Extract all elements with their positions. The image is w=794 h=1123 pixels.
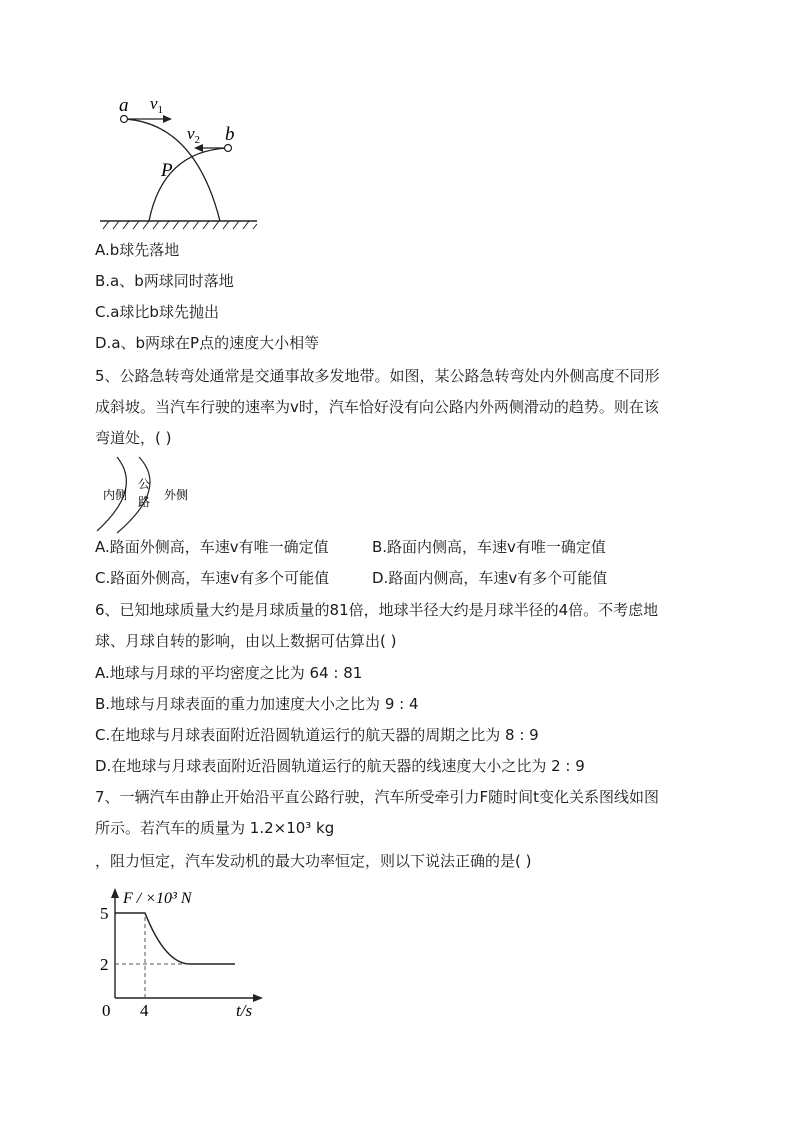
origin-label: 0: [102, 1001, 111, 1020]
q4-option-d: D.a、b两球在P点的速度大小相等: [95, 334, 320, 352]
q6-option-b: B.地球与月球表面的重力加速度大小之比为 9 : 4: [95, 695, 419, 713]
q6-stem-line-1: 6、已知地球质量大约是月球质量的81倍，地球半径大约是月球半径的4倍。不考虑地: [95, 601, 659, 619]
q4-option-a: A.b球先落地: [95, 241, 180, 259]
q5-option-d: D.路面内侧高，车速v有多个可能值: [372, 569, 608, 587]
road-curve-figure: [95, 455, 215, 535]
q6-option-a: A.地球与月球的平均密度之比为 64 : 81: [95, 664, 363, 682]
label-a: a: [119, 95, 129, 116]
ball-b: [225, 145, 232, 152]
label-v1: $v_1$: [150, 95, 164, 116]
y-axis-arrowhead: [111, 888, 119, 898]
q6-option-d: D.在地球与月球表面附近沿圆轨道运行的航天器的线速度大小之比为 2 : 9: [95, 757, 585, 775]
y-axis-label: F / ×10³ N: [123, 890, 192, 907]
q6-stem-line-2: 球、月球自转的影响，由以上数据可估算出( ): [95, 632, 397, 650]
q4-option-c: C.a球比b球先抛出: [95, 303, 219, 321]
q6-option-c: C.在地球与月球表面附近沿圆轨道运行的航天器的周期之比为 8 : 9: [95, 726, 539, 744]
x-axis-label: t/s: [236, 1001, 253, 1020]
q7-stem-line-1: 7、一辆汽车由静止开始沿平直公路行驶，汽车所受牵引力F随时间t变化关系图线如图: [95, 788, 660, 806]
q5-option-b: B.路面内侧高，车速v有唯一确定值: [372, 538, 606, 556]
x-tick-4: 4: [140, 1001, 149, 1020]
arrowhead-v1: [163, 115, 172, 123]
q5-stem-line-1: 5、公路急转弯处通常是交通事故多发地带。如图，某公路急转弯处内外侧高度不同形: [95, 367, 660, 385]
q5-stem-line-2: 成斜坡。当汽车行驶的速率为v时，汽车恰好没有向公路内外两侧滑动的趋势。则在该: [95, 398, 659, 416]
y-tick-5: 5: [100, 904, 109, 923]
trajectory-b: [149, 148, 228, 221]
label-b: b: [225, 124, 235, 145]
label-inner-side: 内侧: [103, 488, 128, 502]
q5-stem-line-3: 弯道处，( ): [95, 429, 172, 447]
q7-stem-line-3: ，阻力恒定，汽车发动机的最大功率恒定，则以下说法正确的是( ): [95, 852, 532, 870]
q4-option-b: B.a、b两球同时落地: [95, 272, 234, 290]
q5-option-c: C.路面外侧高，车速v有多个可能值: [95, 569, 330, 587]
label-outer-side: 外侧: [164, 488, 189, 502]
force-time-chart: [95, 880, 275, 1020]
q5-option-a: A.路面外侧高，车速v有唯一确定值: [95, 538, 329, 556]
q7-stem-line-2: 所示。若汽车的质量为 1.2×10³ kg: [95, 819, 335, 837]
force-curve: [115, 913, 235, 964]
projectile-figure: [95, 95, 265, 230]
label-road-1: 公: [138, 477, 151, 491]
label-p: P: [161, 160, 173, 181]
ground-hatching: [103, 221, 257, 229]
label-road-2: 路: [138, 495, 151, 509]
label-v2: $v_2$: [187, 124, 201, 146]
ball-a: [121, 116, 128, 123]
y-tick-2: 2: [100, 955, 109, 974]
x-axis-arrowhead: [253, 994, 263, 1002]
